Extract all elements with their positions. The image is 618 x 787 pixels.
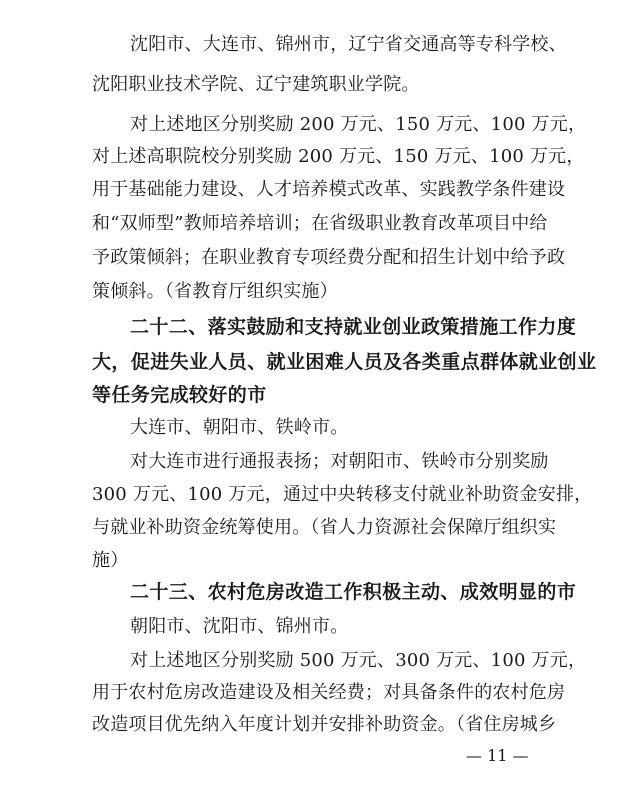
text-line-1: 沈阳市、大连市、锦州市，辽宁省交通高等专科学校、	[130, 34, 567, 55]
section-heading-23: 二十三、农村危房改造工作积极主动、成效明显的市	[130, 581, 577, 603]
text-line-20: 用于农村危房改造建设及相关经费；对具备条件的农村危房	[92, 682, 566, 703]
text-line-16: 施）	[92, 550, 129, 571]
text-line-21: 改造项目优先纳入年度计划并安排补助资金。（省住房城乡	[92, 714, 557, 735]
text-line-3: 对上述地区分别奖励 200 万元、150 万元、100 万元，	[130, 114, 587, 135]
text-line-19: 对上述地区分别奖励 500 万元、300 万元、100 万元，	[130, 650, 587, 671]
text-line-4: 对上述高职院校分别奖励 200 万元、150 万元、100 万元，	[92, 146, 585, 167]
section-heading-22-line-3: 等任务完成较好的市	[92, 384, 267, 406]
text-line-5: 用于基础能力建设、人才培养模式改革、实践教学条件建设	[92, 179, 566, 200]
text-line-13: 对大连市进行通报表扬；对朝阳市、铁岭市分别奖励	[130, 451, 549, 472]
text-line-6: 和“双师型”教师培养培训；在省级职业教育改革项目中给	[92, 213, 548, 234]
section-heading-22-line-2: 大，促进失业人员、就业困难人员及各类重点群体就业创业	[92, 351, 597, 373]
text-line-18: 朝阳市、沈阳市、锦州市。	[130, 616, 349, 637]
section-heading-22-line-1: 二十二、落实鼓励和支持就业创业政策措施工作力度	[130, 316, 577, 338]
text-line-8: 策倾斜。（省教育厅组织实施）	[92, 281, 338, 302]
text-line-12: 大连市、朝阳市、铁岭市。	[130, 417, 349, 438]
text-line-15: 与就业补助资金统筹使用。（省人力资源社会保障厅组织实	[92, 517, 557, 538]
text-line-7: 予政策倾斜；在职业教育专项经费分配和招生计划中给予政	[92, 247, 566, 268]
page-number: — 11 —	[466, 746, 529, 765]
text-line-2: 沈阳职业技术学院、辽宁建筑职业学院。	[92, 74, 420, 95]
text-line-14: 300 万元、100 万元，通过中央转移支付就业补助资金安排，	[92, 484, 593, 505]
